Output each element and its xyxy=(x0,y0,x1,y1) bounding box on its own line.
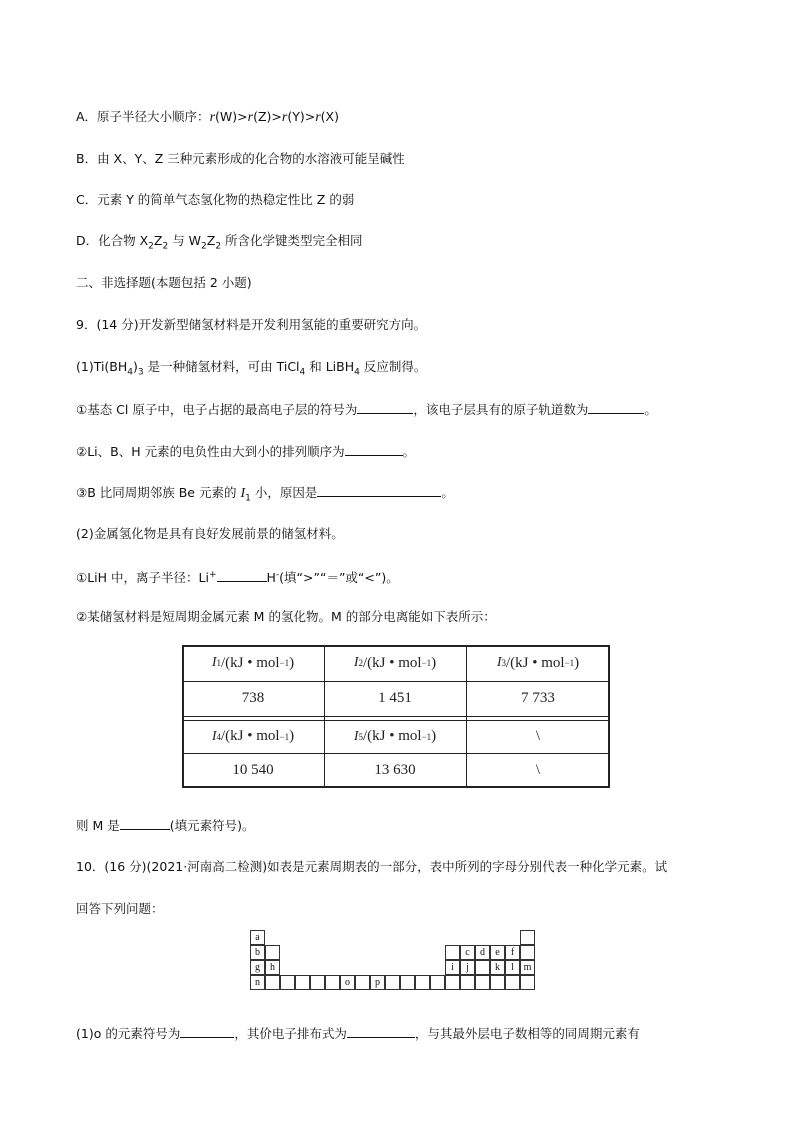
pt-cell xyxy=(445,975,460,990)
pt-cell xyxy=(475,960,490,975)
q9-2-2: ②某储氢材料是短周期金属元素 M 的氢化物。M 的部分电离能如下表所示： xyxy=(76,609,496,624)
q9-1-3: ③B 比同周期邻族 Be 元素的 $I_1$ 小，原因是 。 xyxy=(76,485,454,504)
q9-2-1: ①LiH 中，离子半径：Li+ H-(填“>”“＝”或“<”)。 xyxy=(76,570,399,586)
pt-cell: p xyxy=(370,975,385,990)
q9-part2: (2)金属氢化物是具有良好发展前景的储氢材料。 xyxy=(76,526,344,541)
pt-cell xyxy=(430,975,445,990)
pt-cell xyxy=(385,975,400,990)
pt-cell xyxy=(460,975,475,990)
pt-cell xyxy=(280,975,295,990)
answer-blank[interactable] xyxy=(345,442,403,456)
table-header-i1: I 1 /(kJ • mol −1 ) xyxy=(211,654,295,671)
table-cell-slash: \ xyxy=(535,762,541,778)
answer-blank[interactable] xyxy=(317,483,441,497)
pt-cell xyxy=(520,945,535,960)
pt-cell xyxy=(445,945,460,960)
pt-cell: o xyxy=(340,975,355,990)
q10-intro-1: 10．(16 分)(2021·河南高二检测)如表是元素周期表的一部分，表中所列的字母分别代表一种化学元素。试 xyxy=(76,859,668,874)
pt-cell xyxy=(265,945,280,960)
option-b: B．由 X、Y、Z 三种元素形成的化合物的水溶液可能呈碱性 xyxy=(76,151,405,166)
pt-cell: e xyxy=(490,945,505,960)
pt-cell: l xyxy=(505,960,520,975)
q10-1: (1)o 的元素符号为 ，其价电子排布式为 ，与其最外层电子数相等的同周期元素有 xyxy=(76,1026,640,1041)
pt-cell: d xyxy=(475,945,490,960)
q9-intro: 9．(14 分)开发新型储氢材料是开发利用氢能的重要研究方向。 xyxy=(76,317,427,332)
answer-blank[interactable] xyxy=(180,1024,234,1038)
pt-cell: g xyxy=(250,960,265,975)
ionization-energy-table xyxy=(182,645,610,788)
answer-blank[interactable] xyxy=(347,1024,415,1038)
answer-blank[interactable] xyxy=(357,400,413,414)
option-d: D．化合物 $X_2Z_2$ 与 $W_2Z_2$ 所含化学键类型完全相同 xyxy=(76,233,363,252)
pt-cell xyxy=(505,975,520,990)
q9-1-2: ②Li、B、H 元素的电负性由大到小的排列顺序为 。 xyxy=(76,444,416,459)
pt-cell xyxy=(520,975,535,990)
pt-cell: i xyxy=(445,960,460,975)
pt-cell xyxy=(475,975,490,990)
pt-cell xyxy=(520,930,535,945)
answer-blank[interactable] xyxy=(120,816,170,830)
q9-1-1: ①基态 Cl 原子中，电子占据的最高电子层的符号为 ，该电子层具有的原子轨道数为 。 xyxy=(76,402,657,417)
pt-cell: m xyxy=(520,960,535,975)
option-c: C．元素 Y 的简单气态氢化物的热稳定性比 Z 的弱 xyxy=(76,192,355,207)
table-cell: 7 733 xyxy=(521,690,555,706)
option-a: A．原子半径大小顺序：r(W)>r(Z)>r(Y)>r(X) xyxy=(76,109,339,125)
answer-blank[interactable] xyxy=(217,568,267,582)
pt-cell: j xyxy=(460,960,475,975)
table-cell: 1 451 xyxy=(378,690,412,706)
pt-cell: h xyxy=(265,960,280,975)
pt-cell: f xyxy=(505,945,520,960)
pt-cell xyxy=(265,975,280,990)
q10-intro-2: 回答下列问题： xyxy=(76,901,164,916)
table-header-i3: I 3 /(kJ • mol −1 ) xyxy=(496,654,580,671)
q9-answer-m: 则 M 是 (填元素符号)。 xyxy=(76,818,255,833)
pt-cell xyxy=(310,975,325,990)
table-header-i5: I 5 /(kJ • mol −1 ) xyxy=(353,728,437,744)
pt-cell xyxy=(355,975,370,990)
pt-cell: b xyxy=(250,945,265,960)
table-cell-slash: \ xyxy=(535,728,541,744)
pt-cell: c xyxy=(460,945,475,960)
answer-blank[interactable] xyxy=(588,400,644,414)
pt-cell: a xyxy=(250,930,265,945)
pt-cell: n xyxy=(250,975,265,990)
pt-cell xyxy=(325,975,340,990)
q9-part1: $(1)Ti(BH_4)_3$ 是一种储氢材料，可由 TiCl$_4$ 和 LiBH$_4$ 反应制得。 xyxy=(76,359,427,378)
table-cell: 13 630 xyxy=(374,762,416,778)
pt-cell: k xyxy=(490,960,505,975)
table-header-i4: I 4 /(kJ • mol −1 ) xyxy=(211,728,295,744)
table-cell: 738 xyxy=(241,690,265,706)
section-title: 二、非选择题(本题包括 2 小题) xyxy=(76,275,252,290)
pt-cell xyxy=(400,975,415,990)
table-cell: 10 540 xyxy=(232,762,274,778)
pt-cell xyxy=(295,975,310,990)
table-header-i2: I 2 /(kJ • mol −1 ) xyxy=(353,654,437,671)
pt-cell xyxy=(415,975,430,990)
pt-cell xyxy=(490,975,505,990)
